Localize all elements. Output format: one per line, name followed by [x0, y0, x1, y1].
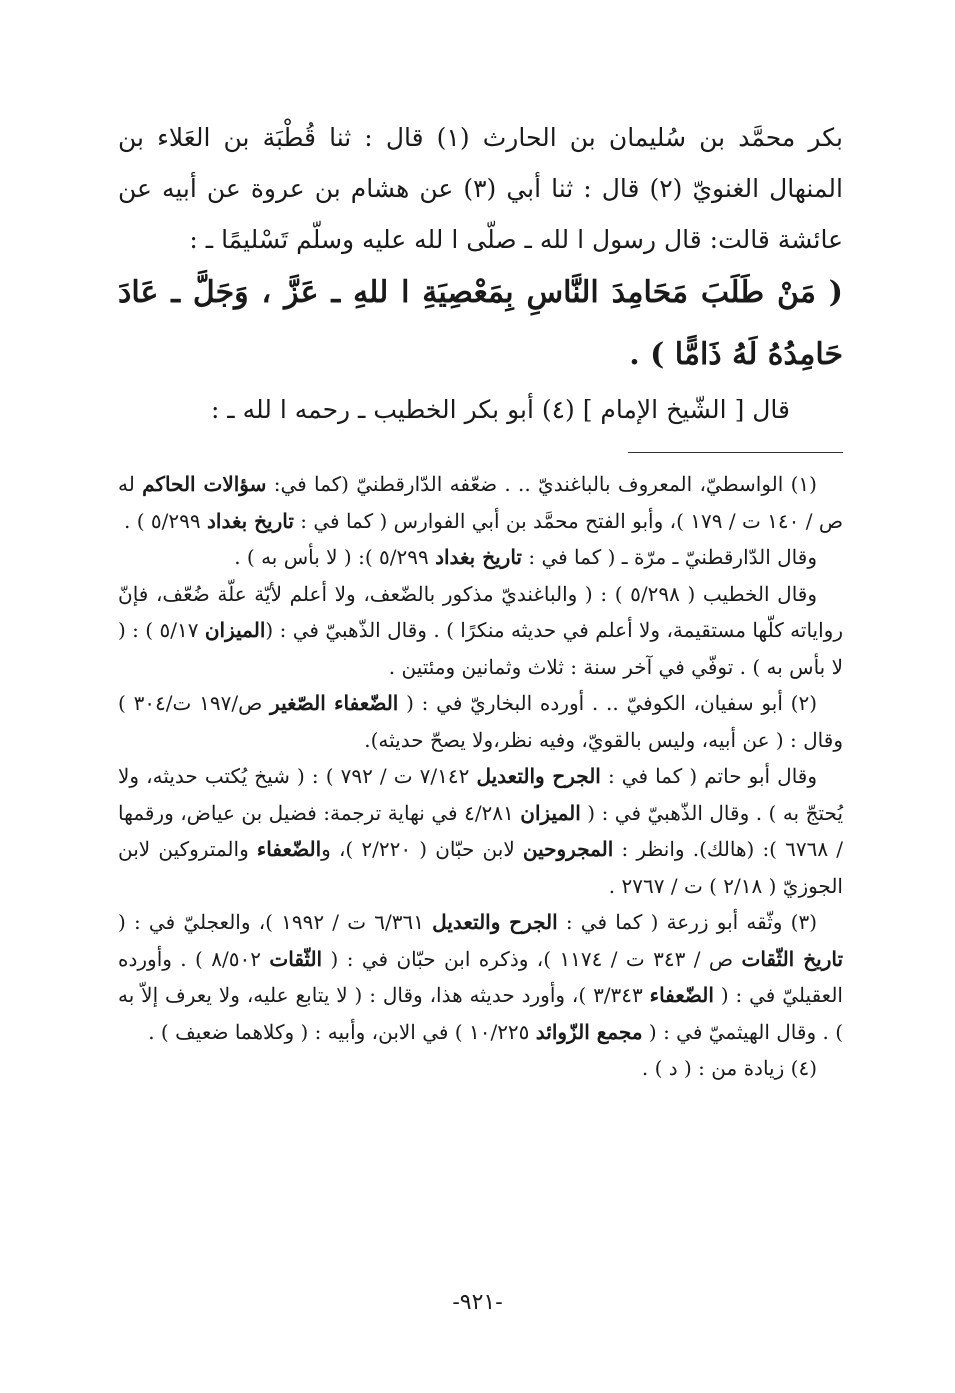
- footnotes: [118, 466, 843, 1087]
- footnote-ref-title: الضّعفاء: [649, 983, 714, 1007]
- footnote-ref-title: تاريخ بغداد: [206, 508, 294, 533]
- footnote-1: (١) الواسطيّ، المعروف بالباغنديّ .. . ضعّفه الدّارقطنيّ (كما في: سؤالات الحاكم له ص / ١٤٠ ت / ١٧٩ )، وأبو الفتح محمَّد بن أبي الفوارس ( كما في : تاريخ بغداد ٥/٢٩٩ ) .: [118, 472, 843, 533]
- footnote-2: (٢) أبو سفيان، الكوفيّ .. . أورده البخاريّ في : ( الضّعفاء الصّغير ص/١٩٧ ت/٣٠٤ ) وقال : ( عن أبيه، وليس بالقويّ، وفيه نظر،ولا يصحّ حديثه).: [118, 691, 843, 752]
- hadith-text: ( مَنْ طَلَبَ مَحَامِدَ النَّاسِ بِمَعْصِيَةِ ا للهِ ـ عَزَّ ، وَجَلَّ ـ عَادَ حَامِدُهُ لَهُ ذَامًّا ) .: [118, 275, 843, 372]
- narration-chain: بكر محمَّد بن سُليمان بن الحارث (١) قال : ثنا قُطْبَة بن العَلاء بن المنهال الغنويّ (٢) قال : ثنا أبي (٣) عن هشام بن عروة عن أبيه عن عائشة قالت: قال رسول ا لله ـ صلّى ا لله عليه وسلّم تَسْليمًا ـ :: [118, 123, 843, 254]
- footnote-ref-title: تاريخ بغداد: [435, 545, 522, 569]
- footnote-2-para-2: وقال أبو حاتم ( كما في : الجرح والتعديل ٧/١٤٢ ت / ٧٩٢ ) : ( شيخ يُكتب حديثه، ولا يُحتجّ به ) . وقال الذّهبيّ في : ( الميزان ٤/٢٨١ في نهاية ترجمة: فضيل بن عياض، ورقمها / ٦٧٦٨ ): (هالك). وانظر : المجروحين لابن حبّان ( ٢/٢٢٠ )، والضّعفاء والمتروكين لابن الجوزيّ ( ٢/١٨ ) ت / ٢٧٦٧ .: [118, 764, 844, 898]
- attribution-line: قال [ الشّيخ الإمام ] (٤) أبو بكر الخطيب ـ رحمه ا لله ـ :: [210, 395, 790, 424]
- footnote-ref-title: الميزان: [204, 618, 266, 642]
- footnote-3: (٣) وثّقه أبو زرعة ( كما في : الجرح والتعديل ٦/٣٦١ ت / ١٩٩٢ )، والعجليّ في : ( تاريخ الثّقات ص / ٣٤٣ ت / ١١٧٤ )، وذكره ابن حبّان في : ( الثّقات ٨/٥٠٢ ) . وأورده العقيليّ في : ( الضّعفاء ٣/٣٤٣ )، وأورد حديثه هذا، وقال : ( لا يتابع عليه، ولا يعرف إلاّ به ) . وقال الهيثميّ في : ( مجمع الزّوائد ١٠/٢٢٥ ) في الابن، وأبيه : ( وكلاهما ضعيف ) .: [118, 910, 844, 1044]
- footnote-ref-title: سؤالات الحاكم: [142, 472, 267, 496]
- footnote-ref-title: تاريخ الثّقات: [741, 946, 844, 971]
- footnote-ref-title: الجرح والتعديل: [432, 910, 558, 934]
- footnote-ref-title: الضّعفاء الصّغير: [270, 691, 399, 715]
- footnote-ref-title: المجروحين: [522, 837, 614, 861]
- footnote-4: (٤) زيادة من : ( د ) .: [641, 1056, 817, 1080]
- footnote-ref-title: الثّقات: [269, 946, 323, 971]
- footnote-ref-title: الجرح والتعديل: [476, 764, 601, 788]
- footnote-separator: [628, 452, 843, 453]
- page-number: -٩٢١-: [452, 1290, 503, 1315]
- footnote-1-para-3: وقال الخطيب ( ٥/٢٩٨ ) : ( والباغنديّ مذكور بالضّعف، ولا أعلم لأيّة علّة ضُعّف، فإنّ رواياته كلّها مستقيمة، ولا أعلم في حديثه منكرًا ) . وقال الذّهبيّ في : (الميزان ٥/١٧ ) : ( لا بأس به ) . توفّي في آخر سنة : ثلاث وثمانين ومئتين .: [118, 581, 843, 679]
- body-text: [118, 112, 843, 265]
- footnote-ref-title: الضّعفاء: [256, 837, 322, 861]
- footnote-1-para-2: وقال الدّارقطنيّ ـ مرّة ـ ( كما في : تاريخ بغداد ٥/٢٩٩ ): ( لا بأس به ) .: [234, 545, 817, 569]
- footnote-ref-title: الميزان: [520, 800, 581, 825]
- footnote-ref-title: مجمع الزّوائد: [535, 1019, 643, 1044]
